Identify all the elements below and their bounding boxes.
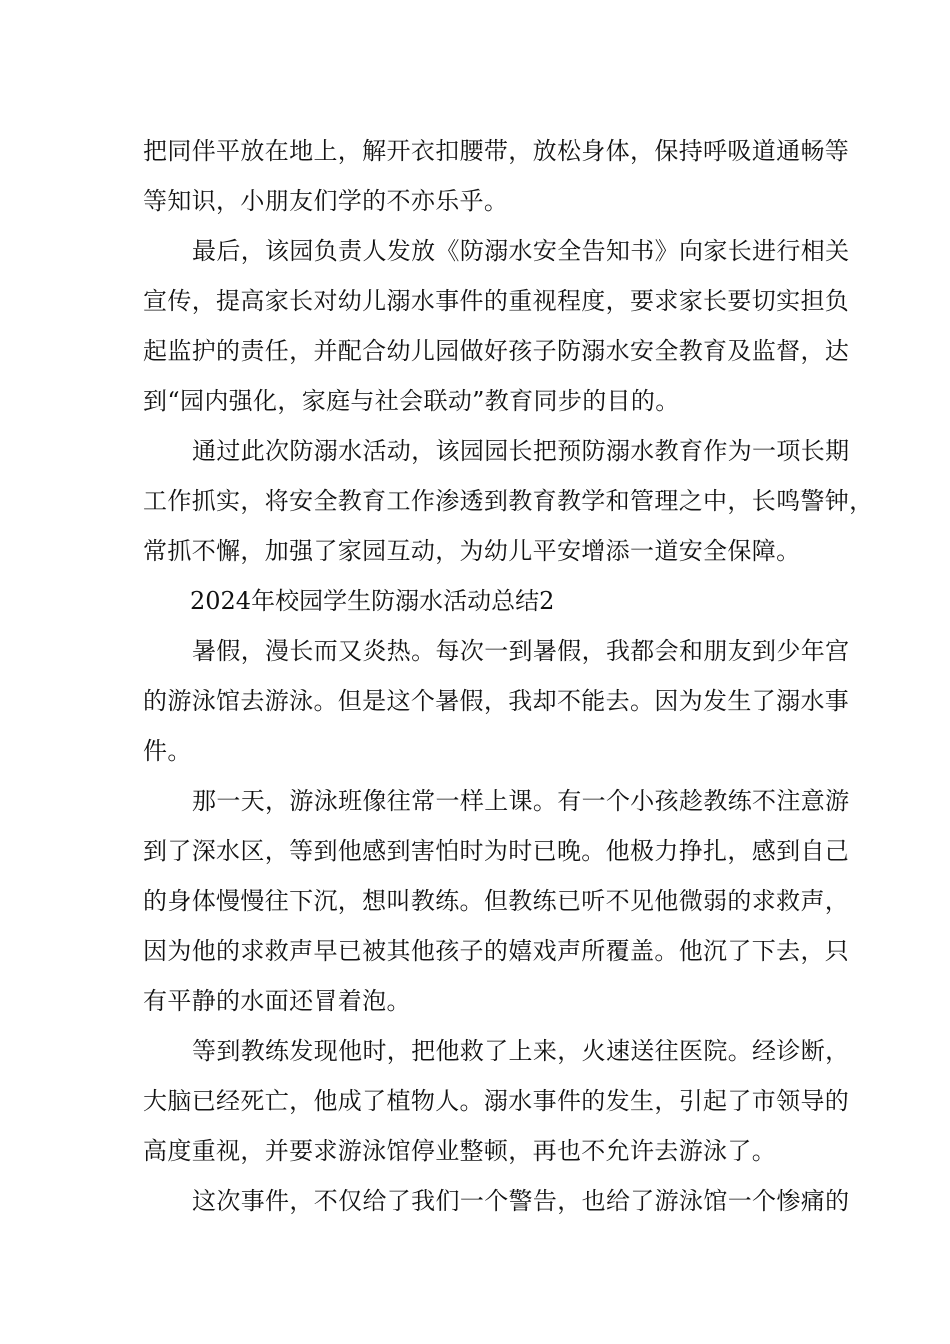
text-line: 常抓不懈，加强了家园互动，为幼儿平安增添一道安全保障。 [143,537,801,565]
paragraph-first-line: 等到教练发现他时，把他救了上来，火速送往医院。经诊断， [192,1037,850,1065]
paragraph-first-line: 这次事件，不仅给了我们一个警告，也给了游泳馆一个惨痛的 [192,1187,850,1215]
text-line: 高度重视，并要求游泳馆停业整顿，再也不允许去游泳了。 [143,1137,777,1165]
paragraph-first-line: 那一天，游泳班像往常一样上课。有一个小孩趁教练不注意游 [192,787,850,815]
text-line: 有平静的水面还冒着泡。 [143,987,411,1015]
text-line: 等知识，小朋友们学的不亦乐乎。 [143,187,509,215]
text-line: 因为他的求救声早已被其他孩子的嬉戏声所覆盖。他沉了下去，只 [143,937,850,965]
text-line: 件。 [143,737,192,765]
text-line: 到“园内强化，家庭与社会联动”教育同步的目的。 [143,387,680,415]
paragraph-first-line: 最后，该园负责人发放《防溺水安全告知书》向家长进行相关 [192,237,850,265]
paragraph-first-line: 暑假，漫长而又炎热。每次一到暑假，我都会和朋友到少年宫 [192,637,850,665]
text-line: 工作抓实，将安全教育工作渗透到教育教学和管理之中，长鸣警钟， [143,487,874,515]
text-line: 的游泳馆去游泳。但是这个暑假，我却不能去。因为发生了溺水事 [143,687,850,715]
paragraph-first-line: 通过此次防溺水活动，该园园长把预防溺水教育作为一项长期 [192,437,850,465]
text-line: 的身体慢慢往下沉，想叫教练。但教练已听不见他微弱的求救声， [143,887,850,915]
text-line: 大脑已经死亡，他成了植物人。溺水事件的发生，引起了市领导的 [143,1087,850,1115]
text-line: 起监护的责任，并配合幼儿园做好孩子防溺水安全教育及监督，达 [143,337,850,365]
text-line: 到了深水区，等到他感到害怕时为时已晚。他极力挣扎，感到自己 [143,837,850,865]
text-line: 把同伴平放在地上，解开衣扣腰带，放松身体，保持呼吸道通畅等 [143,137,850,165]
section-heading: 2024年校园学生防溺水活动总结2 [190,587,555,615]
text-line: 宣传，提高家长对幼儿溺水事件的重视程度，要求家长要切实担负 [143,287,850,315]
